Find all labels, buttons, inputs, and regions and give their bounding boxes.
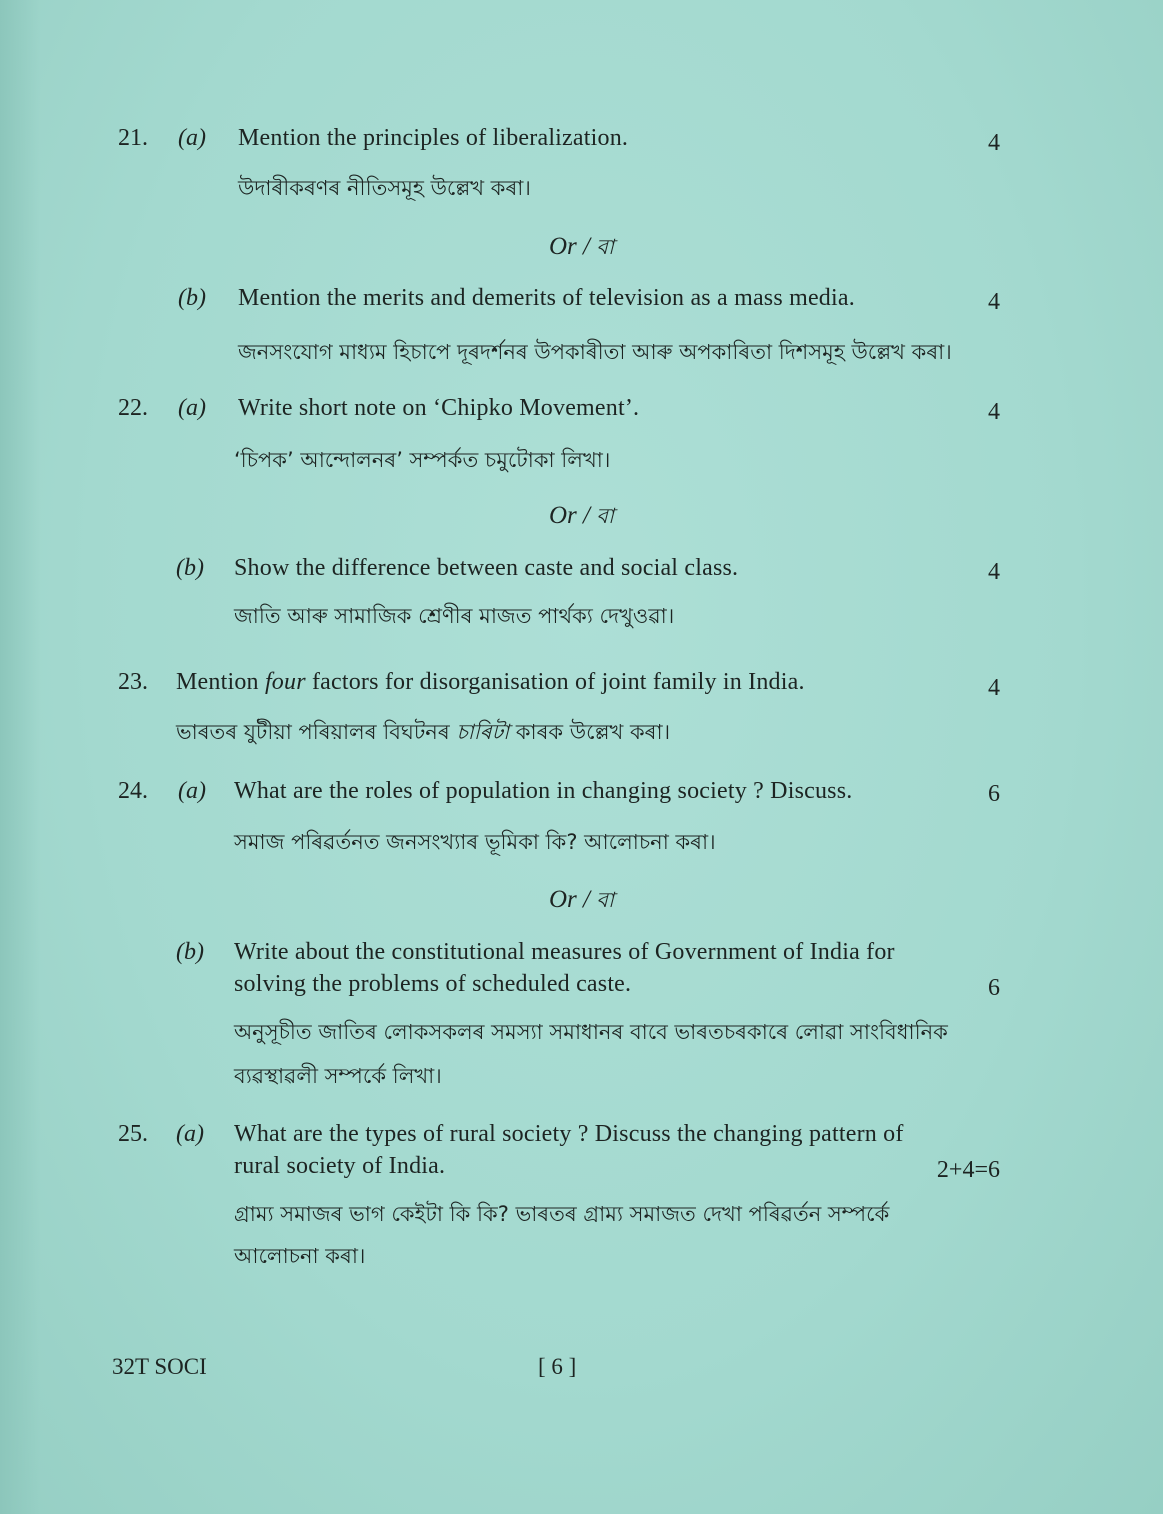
q25a-marks: 2+4=6	[936, 1157, 1000, 1183]
q25-number: 25.	[118, 1121, 148, 1147]
q21a-text-en: Mention the principles of liberalization.	[238, 125, 629, 151]
q23-number: 23.	[118, 669, 148, 695]
q24b-text-en-line1: Write about the constitutional measures of Government of India for	[234, 939, 895, 965]
q23-text-bn: ভাৰতৰ যুটীয়া পৰিয়ালৰ বিঘটনৰ চাৰিটা কাৰক উল্লেখ কৰা।	[176, 720, 671, 744]
q24b-text-bn-line1: অনুসূচীত জাতিৰ লোকসকলৰ সমস্যা সমাধানৰ বাবে ভাৰতচৰকাৰে লোৱা সাংবিধানিক	[234, 1020, 948, 1044]
q23-marks: 4	[988, 675, 1000, 701]
q24a-text-bn: সমাজ পৰিৱৰ্তনত জনসংখ্যাৰ ভূমিকা কি? আলোচনা কৰা।	[234, 830, 716, 854]
q22b-text-en: Show the difference between caste and social class.	[234, 555, 739, 581]
q24-or-divider: Or / বা	[548, 886, 615, 913]
q21a-marks: 4	[988, 130, 1000, 156]
q22a-label: (a)	[178, 395, 206, 421]
q24-number: 24.	[118, 778, 148, 804]
q24b-label: (b)	[176, 939, 204, 965]
q22b-label: (b)	[176, 555, 204, 581]
q24a-text-en: What are the roles of population in changing society ? Discuss.	[234, 778, 853, 804]
q25a-label: (a)	[176, 1121, 204, 1147]
q24a-label: (a)	[178, 778, 206, 804]
page-edge-shadow	[0, 0, 40, 1514]
q21b-marks: 4	[988, 289, 1000, 315]
q21a-text-bn: উদাৰীকৰণৰ নীতিসমূহ উল্লেখ কৰা।	[238, 176, 531, 200]
q24a-marks: 6	[988, 781, 1000, 807]
q21-or-divider: Or / বা	[548, 233, 615, 260]
q24b-text-en-line2: solving the problems of scheduled caste.	[234, 971, 632, 997]
q22b-text-bn: জাতি আৰু সামাজিক শ্ৰেণীৰ মাজত পাৰ্থক্য দেখুওৱা।	[234, 604, 675, 628]
q25a-text-bn-line1: গ্ৰাম্য সমাজৰ ভাগ কেইটা কি কি? ভাৰতৰ গ্ৰাম্য সমাজত দেখা পৰিৱৰ্তন সম্পৰ্কে	[234, 1202, 890, 1226]
q22a-marks: 4	[988, 399, 1000, 425]
q22a-text-bn: ‘চিপক’ আন্দোলনৰ’ সম্পৰ্কত চমুটোকা লিখা।	[234, 448, 611, 472]
q23-text-en: Mention four factors for disorganisation of joint family in India.	[176, 669, 805, 695]
paper-code: 32T SOCI	[112, 1354, 207, 1379]
q24b-marks: 6	[988, 975, 1000, 1001]
page-number: [ 6 ]	[538, 1354, 577, 1379]
q21b-text-bn: জনসংযোগ মাধ্যম হিচাপে দূৰদৰ্শনৰ উপকাৰীতা আৰু অপকাৰিতা দিশসমূহ উল্লেখ কৰা।	[238, 340, 952, 364]
q21-number: 21.	[118, 125, 148, 151]
q24b-text-bn-line2: ব্যৱস্থাৱলী সম্পৰ্কে লিখা।	[234, 1064, 442, 1088]
q21b-text-en: Mention the merits and demerits of television as a mass media.	[238, 285, 855, 311]
q22b-marks: 4	[988, 559, 1000, 585]
q22-or-divider: Or / বা	[548, 502, 615, 529]
q22-number: 22.	[118, 395, 148, 421]
q25a-text-bn-line2: আলোচনা কৰা।	[234, 1244, 366, 1268]
q22a-text-en: Write short note on ‘Chipko Movement’.	[238, 395, 640, 421]
q21b-label: (b)	[178, 285, 206, 311]
q25a-text-en-line1: What are the types of rural society ? Discuss the changing pattern of	[234, 1121, 904, 1147]
q25a-text-en-line2: rural society of India.	[234, 1153, 446, 1179]
q21a-label: (a)	[178, 125, 206, 151]
